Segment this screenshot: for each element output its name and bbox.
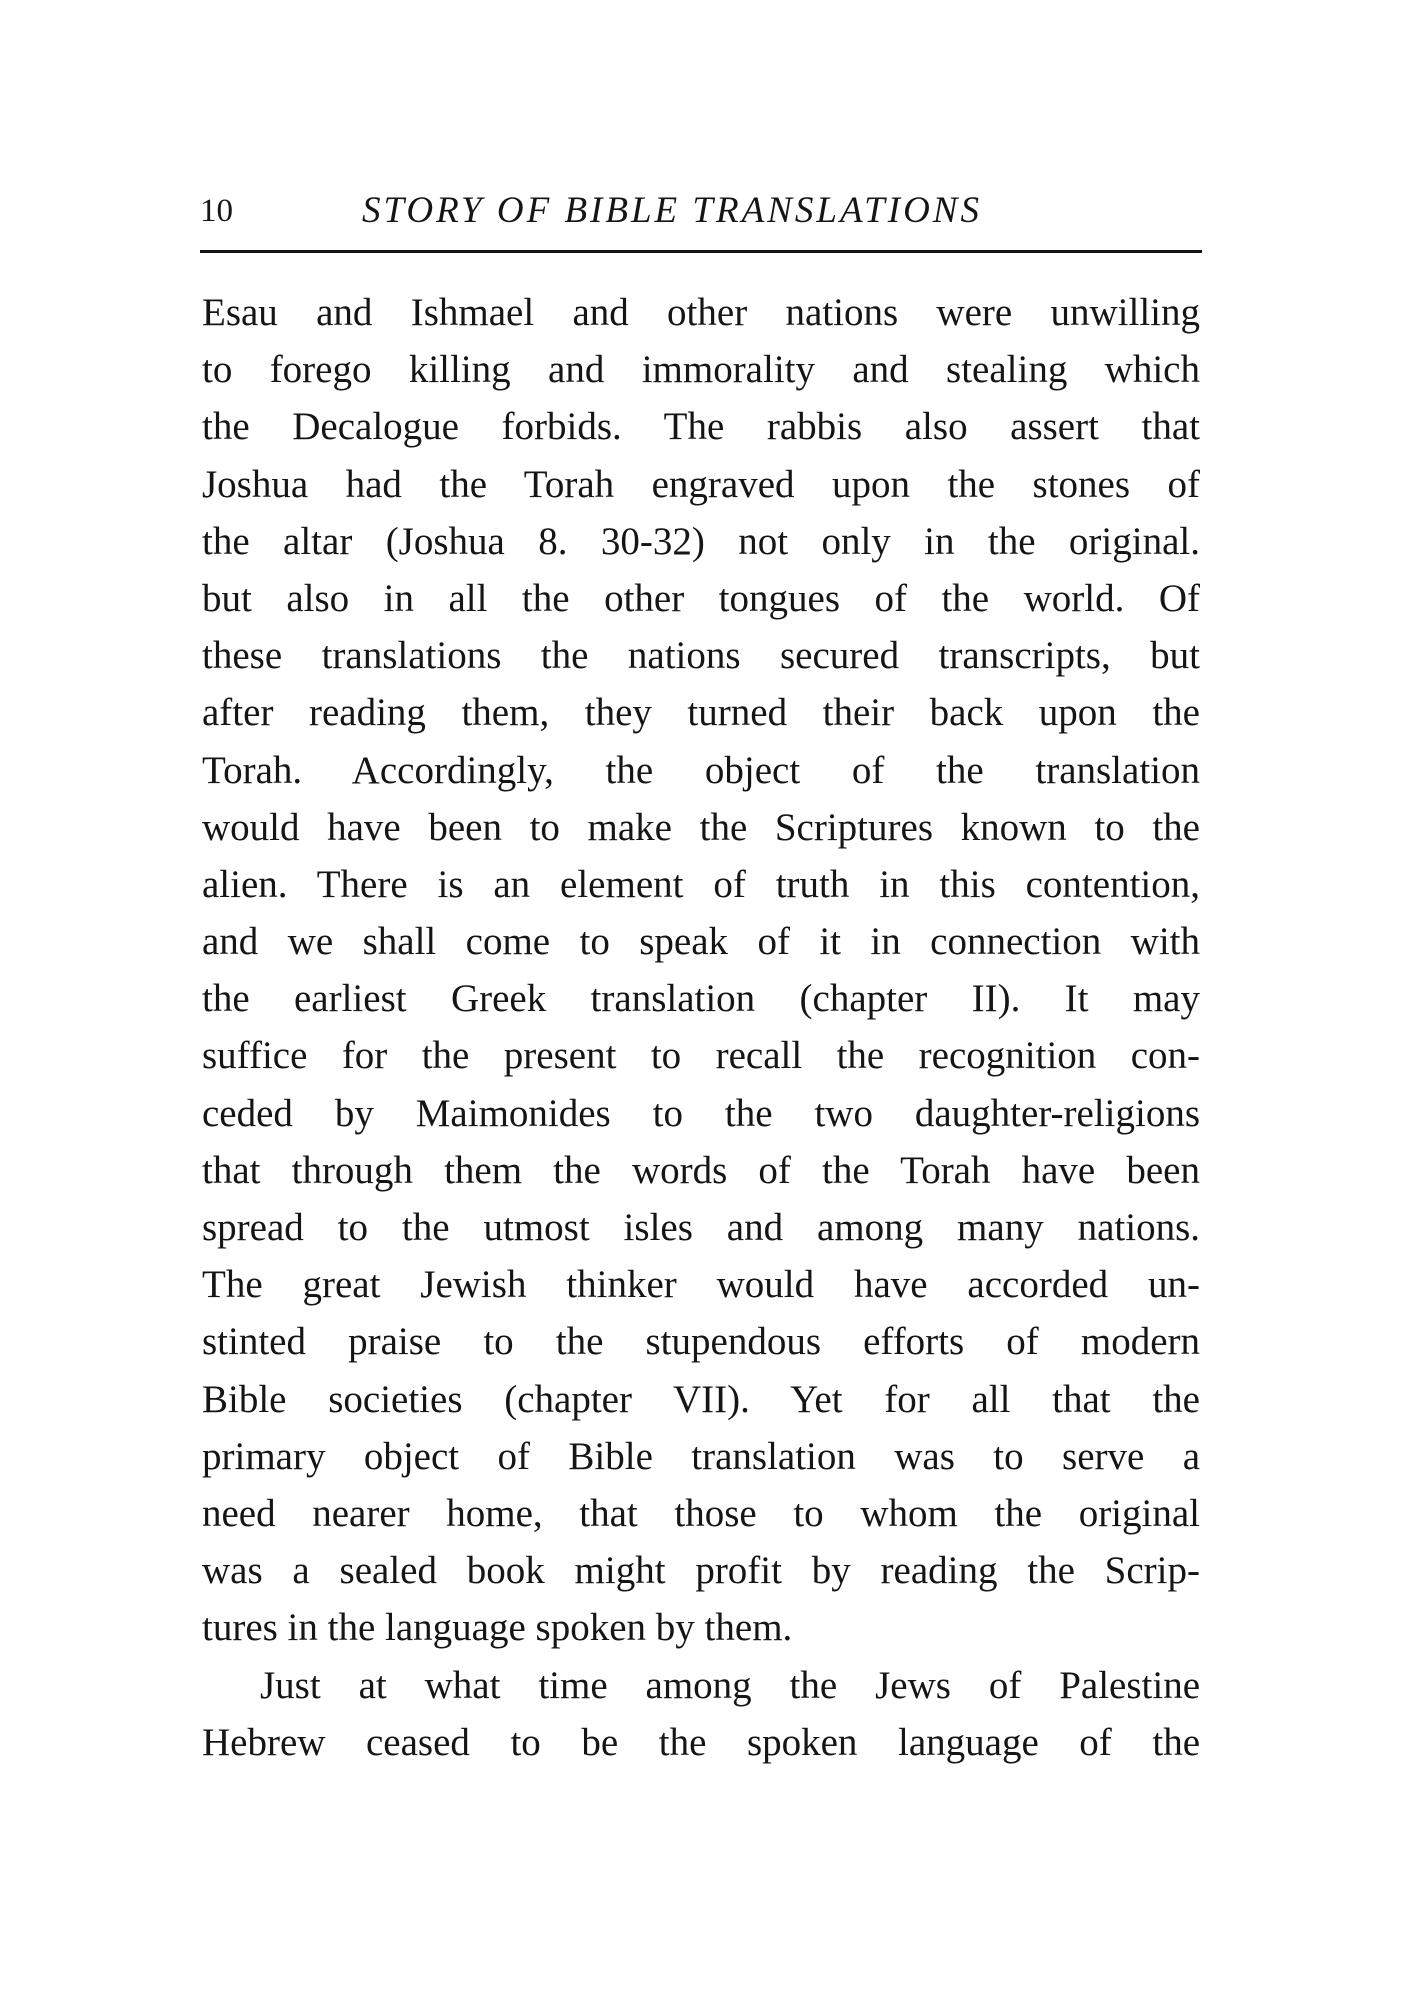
page-number: 10 xyxy=(200,193,233,229)
running-head xyxy=(200,186,1200,246)
text-line: the altar (Joshua 8. 30-32) not only in the original. xyxy=(202,519,1200,563)
body-text xyxy=(202,284,1200,1771)
text-line: spread to the utmost isles and among many nations. xyxy=(202,1206,1200,1249)
paragraph-2 xyxy=(202,1657,1200,1771)
text-line: but also in all the other tongues of the world. Of xyxy=(202,576,1200,620)
text-line: would have been to make the Scriptures known to the xyxy=(202,805,1200,849)
text-line: Joshua had the Torah engraved upon the stones of xyxy=(202,462,1200,506)
text-line: these translations the nations secured transcripts, but xyxy=(202,634,1200,678)
text-line: need nearer home, that those to whom the original xyxy=(202,1491,1200,1535)
text-line: alien. There is an element of truth in this contention, xyxy=(202,862,1200,906)
text-line: the Decalogue forbids. The rabbis also assert that xyxy=(202,405,1200,449)
text-line: stinted praise to the stupendous efforts of modern xyxy=(202,1320,1200,1364)
text-line: Esau and Ishmael and other nations were unwilling xyxy=(202,291,1200,334)
text-line: The great Jewish thinker would have accorded un- xyxy=(202,1263,1200,1307)
text-line: primary object of Bible translation was to serve a xyxy=(202,1434,1200,1478)
paragraph-1 xyxy=(202,284,1200,1657)
header-rule xyxy=(200,250,1202,253)
text-line: Just at what time among the Jews of Palestine xyxy=(260,1663,1200,1707)
text-line: was a sealed book might profit by reading the Scrip- xyxy=(202,1549,1200,1593)
running-title: STORY OF BIBLE TRANSLATIONS xyxy=(362,190,982,231)
text-line: the earliest Greek translation (chapter II). It may xyxy=(202,977,1200,1021)
text-line: after reading them, they turned their back upon the xyxy=(202,691,1200,735)
text-line: to forego killing and immorality and stealing which xyxy=(202,348,1200,392)
text-line: Hebrew ceased to be the spoken language of the xyxy=(202,1720,1200,1764)
text-line: and we shall come to speak of it in connection with xyxy=(202,920,1200,964)
text-line: tures in the language spoken by them. xyxy=(202,1606,793,1650)
text-line: that through them the words of the Torah have been xyxy=(202,1148,1200,1192)
text-line: ceded by Maimonides to the two daughter-religions xyxy=(202,1091,1200,1135)
text-line: Torah. Accordingly, the object of the translation xyxy=(202,748,1200,792)
text-line: Bible societies (chapter VII). Yet for all that the xyxy=(202,1377,1200,1421)
text-line: suffice for the present to recall the recognition con- xyxy=(202,1034,1200,1078)
